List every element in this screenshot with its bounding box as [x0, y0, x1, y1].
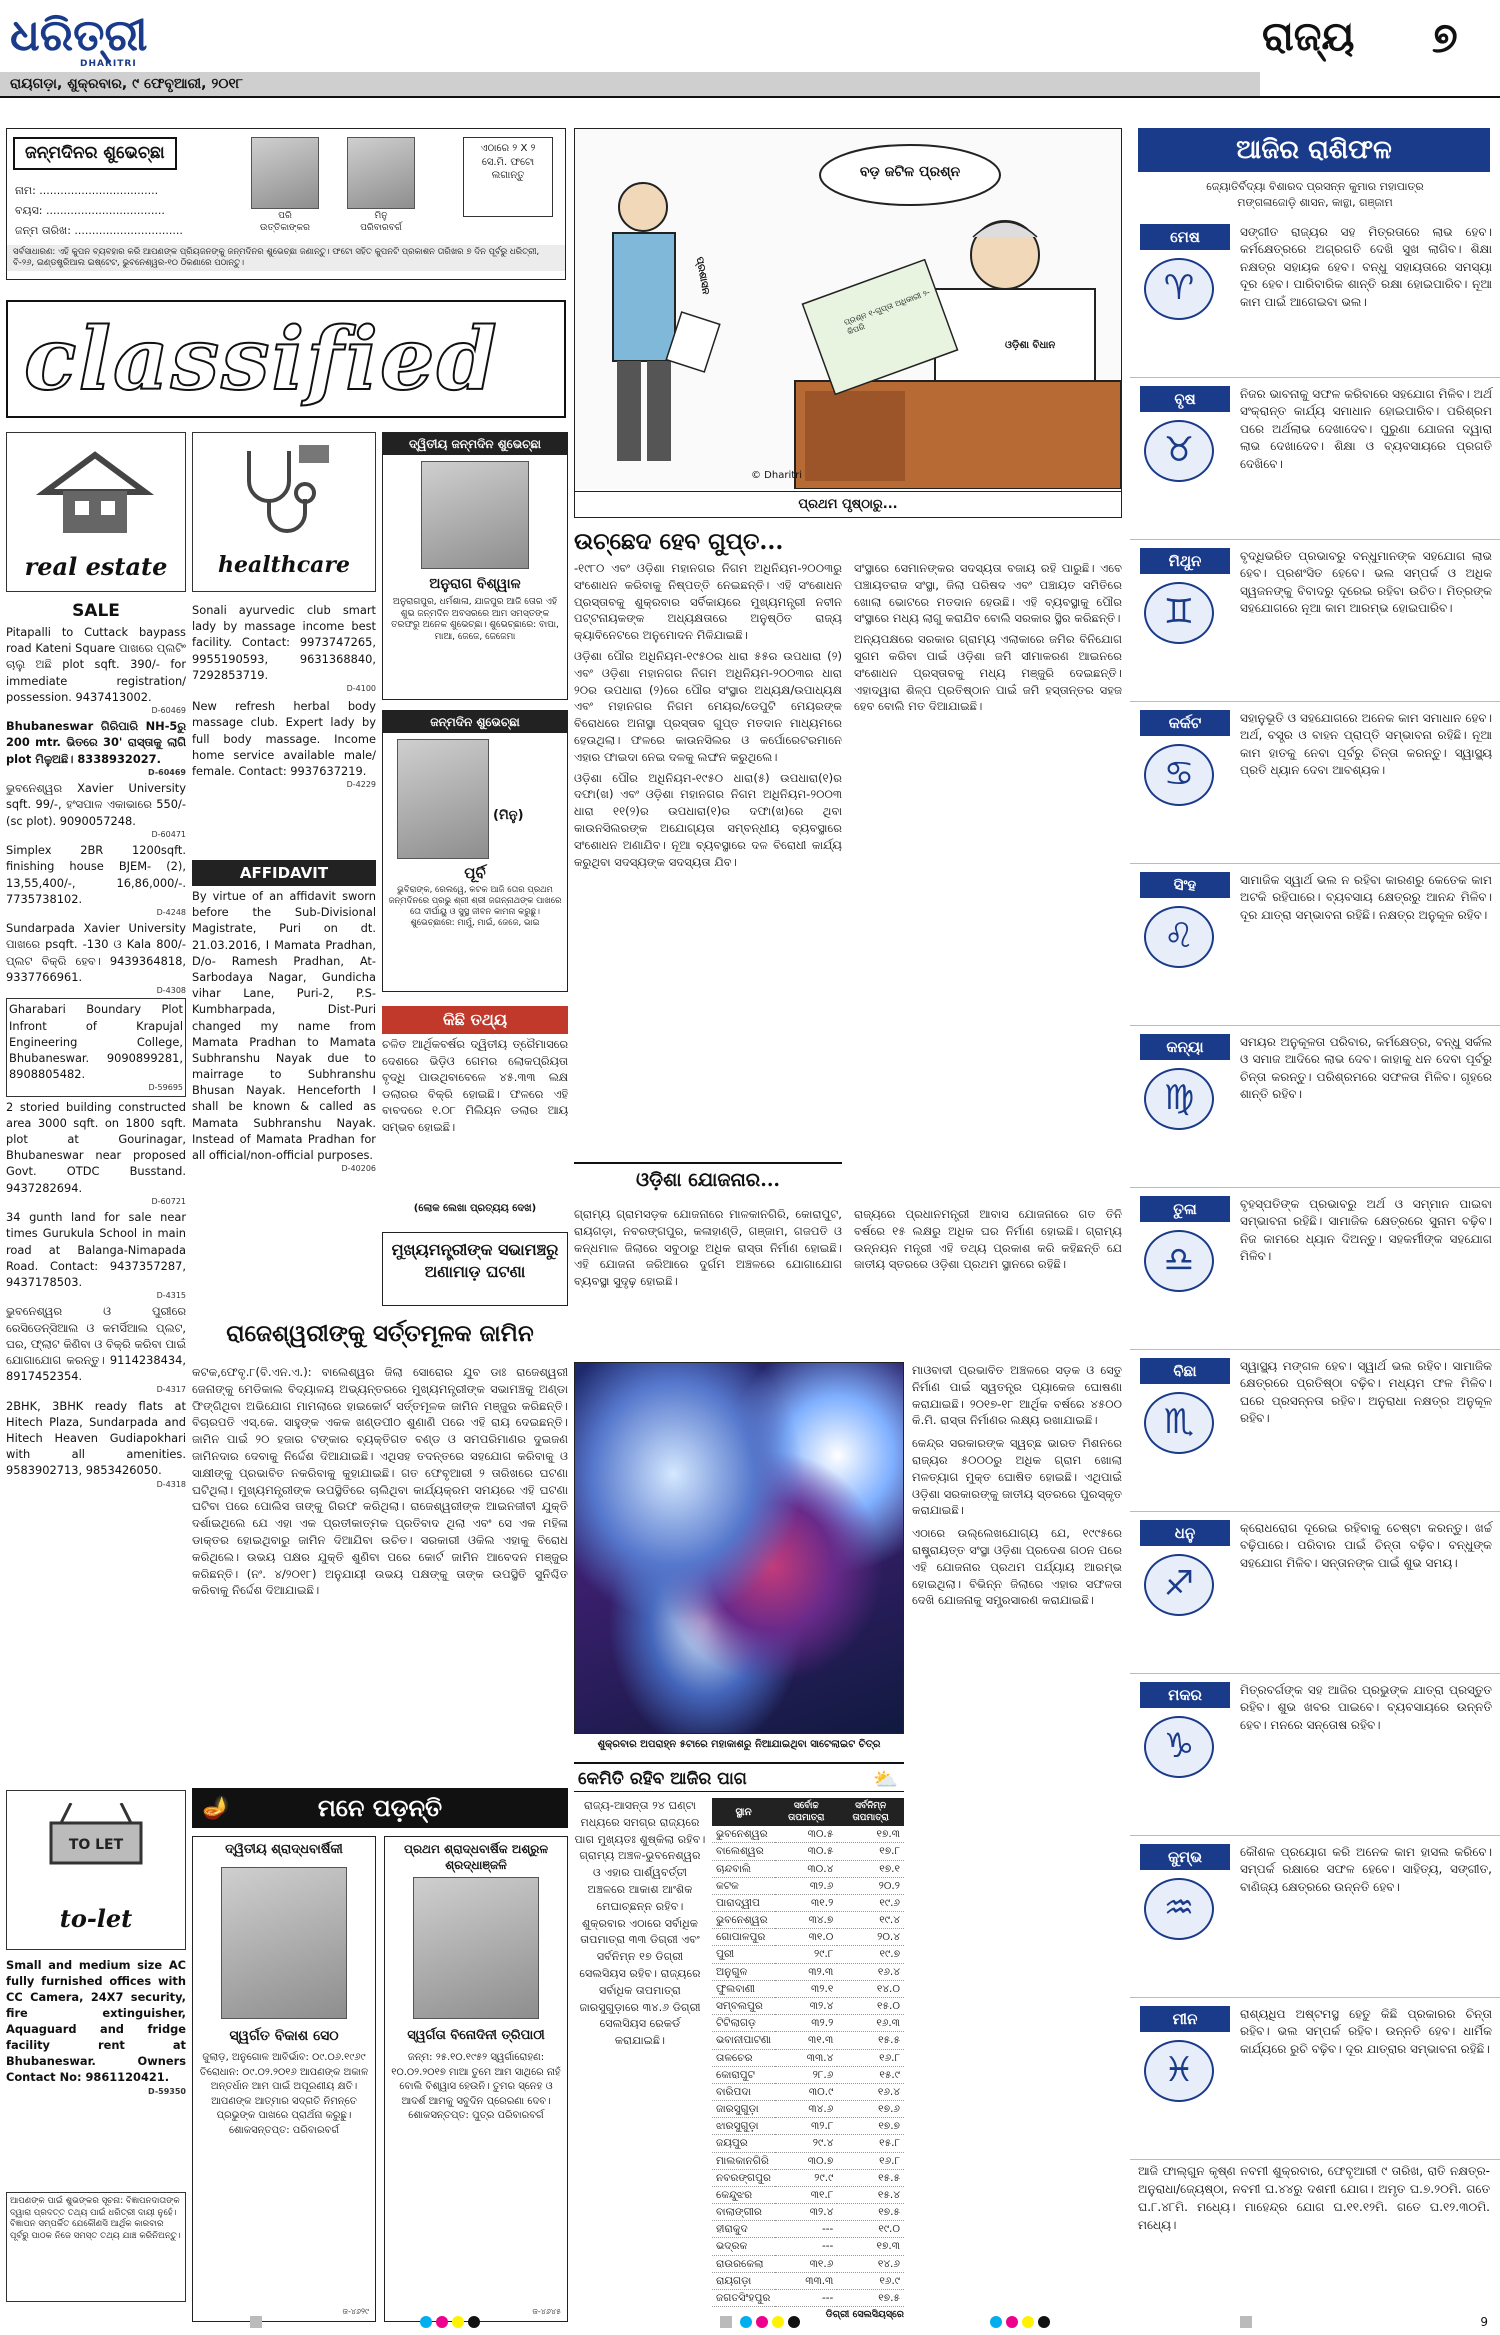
weather-row [712, 2255, 904, 2272]
weather-row [712, 2186, 904, 2203]
weather-row [712, 1826, 904, 1843]
classified-col-health [192, 432, 376, 1332]
gupta-col-1 [574, 560, 842, 870]
weather-min: ୧୬.୮ [837, 2049, 904, 2066]
weather-row [712, 2118, 904, 2135]
weather-city: ଭୁବନେଶ୍ୱର [712, 1912, 775, 1929]
weather-row [712, 2066, 904, 2083]
weather-city: କଟକ [712, 1877, 775, 1894]
weather-city: ରାୟଗଡ଼ା [712, 2272, 775, 2289]
rashi-name: ମୀନ [1140, 2006, 1230, 2032]
gupta-paragraph: ସଂସ୍ଥାରେ ସେମାନଙ୍କର ସଦସ୍ୟତା ବଜାୟ ରହି ପାରୁଛି। ଏବେ ପଞ୍ଚାୟତରାଜ ସଂସ୍ଥା, ଜିଲା ପରିଷଦ ଏବଂ ପଞ୍ଚାୟତ ସମିତିରେ ଖୋଲା ଭୋଟରେ ମତଦାନ ହେଉଛି। ଏହି ବ୍ୟବସ୍ଥାକୁ ପୌର ସଂସ୍ଥାରେ ମଧ୍ୟ ଲାଗୁ କରାଯିବ ବୋଲି ସରକାର ସ୍ଥିର କରିଛନ୍ତି। [854, 561, 1122, 626]
odisha-yojana-heading: ଓଡ଼ିଶା ଯୋଜନାର... [574, 1162, 842, 1194]
memorial-photo [221, 1867, 347, 2019]
photo-placeholder[interactable]: ଏଠାରେ ୨ X ୨ ସେ.ମି. ଫଟୋ ଲଗାନ୍ତୁ [463, 137, 553, 217]
weather-max: ୩୧.୩ [775, 2032, 837, 2049]
rashi-name: ମିଥୁନ [1140, 548, 1230, 574]
cartoon [574, 128, 1122, 518]
gupta-paragraph: ଓଡ଼ିଶା ପୌର ଅଧିନିୟମ-୧୯୫୦ର ଧାରା ୫୫ର ଉପଧାରା (୨) ଏବଂ ଓଡ଼ିଶା ମହାନଗର ନିଗମ ଅଧିନିୟମ-୨୦୦୩ର ଧାରା ୨୦ର ଉପଧାରା (୨)ରେ ପୌର ସଂସ୍ଥାର ଅଧ୍ୟକ୍ଷ/ଉପାଧ୍ୟକ୍ଷ ଏବଂ ମହାନଗର ନିଗମ ମେୟର/ଡେପୁଟି ମେୟରଙ୍କ ବିରୋଧରେ ଅନାସ୍ଥା ପ୍ରସ୍ତାବ ଗୁପ୍ତ ମତଦାନ ମାଧ୍ୟମରେ ହେଉଥିଲା। ଫଳରେ କାଉନସିଲର ଓ କର୍ପୋରେଟରମାନେ ଏହାର ଫାଇଦା ନେଇ ଦଳକୁ ଲଙ୍ଘନ କରୁଥିଲେ। [574, 648, 842, 764]
weather-row [712, 1894, 904, 1911]
memorial-card [384, 1836, 568, 2322]
cartoon-paper-text: ପ୍ରଶ୍ନ ୧-ଗୁପ୍ତା ଅଧିକାରୀ ୨-କିପରି [842, 287, 932, 337]
weather-city: ଭଦ୍ରକ [712, 2238, 775, 2255]
rashi-name: ମକର [1140, 1682, 1230, 1708]
healthcare-box [192, 432, 376, 592]
weather-city: କେନ୍ଦୁଝର [712, 2186, 775, 2203]
weather-min: ୧୭.୩ [837, 2238, 904, 2255]
rashi-name: ମେଷ [1140, 224, 1230, 250]
rashi-item [1130, 220, 1500, 378]
weather-min: ୧୯.୪ [837, 1912, 904, 1929]
child-photo [421, 461, 529, 569]
form-field-name[interactable]: ନାମ: .................................. [15, 184, 159, 197]
logo-text: ଧରିତ୍ରୀ [10, 10, 148, 61]
gupta-paragraph: ଓଡ଼ିଶା ପୌର ଅଧିନିୟମ-୧୯୫୦ ଧାରା(୫) ଉପଧାରା(୧)ର ଦଫା(ଖ) ଏବଂ ଓଡ଼ିଶା ମହାନଗର ନିଗମ ଅଧିନିୟମ-୨୦୦୩ ଧାରା ୧୧(୨)ର ଉପଧାରା(୧)ର ଦଫା(ଖ)ରେ ଥିବା କାଉନସିଲରଙ୍କ ଅଯୋଗ୍ୟତା ସମ୍ବନ୍ଧୀୟ ବ୍ୟବସ୍ଥାରେ ସଂଶୋଧନ ଅଣାଯିବ। ନୂଆ ବ୍ୟବସ୍ଥାରେ ଦଳ ବିରୋଧୀ କାର୍ଯ୍ୟ କରୁଥିବା ସଦସ୍ୟଙ୍କ ସଦସ୍ୟତା ଯିବ। [574, 770, 842, 869]
second-birthday-ad [382, 432, 568, 700]
cm-box [382, 1232, 568, 1306]
form-field-age[interactable]: ବୟସ: .................................. [15, 204, 165, 217]
cm-box-text: ମୁଖ୍ୟମନ୍ତ୍ରୀଙ୍କ ସଭାମଞ୍ଚରୁ ଅଣାମାଡ଼ ଘଟଣା [391, 1240, 559, 1281]
weather-row [712, 1877, 904, 1894]
logo-subtext: DHARITRI [80, 59, 137, 69]
sale-ad: Sundarpada Xavier University ପାଖରେ psqft. -130 ଓ Kala 800/- ପ୍ଲଟ ବିକ୍ରି ହେବ। 9439364818, 9337766961. D-4308 [6, 921, 186, 995]
weather-city: ଗୋପାଳପୁର [712, 1929, 775, 1946]
weather-unit-note: ଡିଗ୍ରୀ ସେଲସିୟସ୍‌ରେ [825, 2309, 904, 2321]
tolet-sign-icon [41, 1803, 151, 1883]
rajeshwari-headline: ରାଜେଶ୍ୱରୀଙ୍କୁ ସର୍ତ୍ତମୂଳକ ଜାମିନ [226, 1320, 534, 1347]
rashi-name: ବିଛା [1140, 1358, 1230, 1384]
diya-icon: 🪔 [202, 1796, 230, 1821]
weather-max: ୩୦.୪ [775, 1860, 837, 1877]
healthcare-label: healthcare [218, 552, 350, 578]
weather-max: ୩୩.୩ [775, 2272, 837, 2289]
rashi-name: ବୃଷ [1140, 386, 1230, 412]
first-birthday-name: ପୂର୍ବି [464, 864, 486, 882]
weather-city: ତାଳଚେର [712, 2049, 775, 2066]
memorial-code: ଜ-୪୬୨୯ [342, 2307, 369, 2316]
weather-min: ୧୭.୮ [837, 1843, 904, 1860]
birthday-form-fields [15, 181, 235, 241]
rashi-item [1130, 1840, 1500, 1998]
kichhi-tathya-text: ଚଳିତ ଆର୍ଥିକବର୍ଷର ଦ୍ୱିତୀୟ ତ୍ରୈମାସରେ ଦେଶରେ ଭିଡ଼ିଓ ଗେମର ଲୋକପ୍ରିୟତା ବୃଦ୍ଧି ପାଉଥିବାବେଳେ ୪୫.୩୩ ଲକ୍ଷ ଡଲାରର ବିକ୍ରି ହୋଇଛି। ଫଳରେ ଏହି ବାବଦରେ ୧.୦୮ ମିଲିୟନ ଡଲାର ଆୟ ସମ୍ଭବ ହୋଇଛି। [382, 1037, 568, 1134]
sample-caption-2: ମିନୁ ପରିବାରବର୍ଗ [360, 211, 402, 233]
rashi-prediction: ମିତ୍ରବର୍ଗଙ୍କ ସହ ଆଜିର ପ୍ରଭୁଙ୍କ ଯାତ୍ରା ପ୍ରସ୍ତୁତ ରହିବ। ଶୁଭ ଖବର ପାଇବେ। ବ୍ୟବସାୟରେ ଉନ୍ନତି ହେବ। ମନରେ ସନ୍ତୋଷ ରହିବ। [1240, 1683, 1492, 1732]
yojana-paragraph: ଏଠାରେ ଉଲ୍ଲେଖଯୋଗ୍ୟ ଯେ, ୧୯୯୫ରେ ରାଷ୍ଟ୍ରାୟତ୍ତ ସଂସ୍ଥା ଓଡ଼ିଶା ପ୍ରଦେଶ ଗଠନ ପରେ ଏହି ଯୋଜନାର ପ୍ରଥମ ପର୍ଯ୍ୟାୟ ଆରମ୍ଭ ହୋଇଥିଲା। ବିଭିନ୍ନ ଜିଲାରେ ଏହାର ସଫଳତା ଦେଖି ଯୋଜନାକୁ ସମ୍ପ୍ରସାରଣ କରାଯାଇଛି। [912, 1526, 1122, 1608]
rashi-prediction: ରାଶ୍ୟଧିପ ଅଷ୍ଟମସ୍ଥ ହେତୁ କିଛି ପ୍ରକାରର ଚିନ୍ତା ରହିବ। ଭଲ ସମ୍ପର୍କ ରହିବ। ଉନ୍ନତି ହେବ। ଧାର୍ମିକ କାର୍ଯ୍ୟରେ ରୁଚି ବଢ଼ିବ। ଦୂର ଯାତ୍ରାର ସମ୍ଭାବନା ରହିଛି। [1240, 2007, 1492, 2056]
weather-row [712, 1946, 904, 1963]
child-photo [397, 739, 489, 859]
weather-min: ୧୫.୯ [837, 2066, 904, 2083]
first-birthday-text: ଭୁବିରାଙ୍କ, ରେଲୱେ, କଟକ ଆଜି ତୋର ପ୍ରଥମ ଜନ୍ମଦିନରେ ପ୍ରଭୁ ଶ୍ରୀ ଶ୍ରୀ ଜଗନ୍ନାଥଙ୍କ ପାଖରେ ତୋ ଦୀର୍ଘାୟୁ ଓ ସୁସ୍ଥ ଜୀବନ କାମନା କରୁଛୁ। ଶୁଭେଚ୍ଛାରେ: ମାମୁଁ, ମାଇଁ, ଜେଜେ, ଭାଇ [388, 885, 562, 929]
kichhi-tathya-source: (ଲୋକ ଲେଖା ପ୍ରତ୍ୟୟ ଦେଖ) [413, 1203, 537, 1214]
kichhi-tathya-heading: କିଛି ତଥ୍ୟ [382, 1006, 568, 1034]
weather-city: ରାଉରକେଲା [712, 2255, 775, 2272]
yojana-paragraph: ମାଓବାଦୀ ପ୍ରଭାବିତ ଅଞ୍ଚଳରେ ସଡ଼କ ଓ ସେତୁ ନିର୍ମାଣ ପାଇଁ ସ୍ୱତନ୍ତ୍ର ପ୍ୟାକେଜ ଘୋଷଣା କରାଯାଇଛି। ୨୦୧୭-୧୮ ଆର୍ଥିକ ବର୍ଷରେ ୪୫୦୦ କି.ମି. ରାସ୍ତା ନିର୍ମାଣର ଲକ୍ଷ୍ୟ ରଖାଯାଇଛି। [912, 1363, 1122, 1428]
sample-photo-2 [347, 137, 415, 209]
rashi-item [1130, 2002, 1500, 2160]
weather-city: ମାଲକାନଗିରି [712, 2152, 775, 2169]
cartoon-credit: © Dharitri [751, 470, 803, 481]
rajeshwari-text: କଟକ,ଫେବୃ.୮(ବି.ଏନ.ଏ.): ବାଲେଶ୍ୱର ଜିଲା ସୋରୋର ଯୁବ ଡାଃ ରାଜେଶ୍ୱରୀ ଜେନାଙ୍କୁ ମେଡିକାଲ ବିଦ୍ୟାଳୟ ଅଭ୍ୟନ୍ତରରେ ମୁଖ୍ୟମନ୍ତ୍ରୀଙ୍କ ସଭାମଞ୍ଚକୁ ଅଣ୍ଡା ଫିଙ୍ଗିଥିବା ଅଭିଯୋଗ ମାମଲାରେ ହାଇକୋର୍ଟ ସର୍ତ୍ତମୂଳକ ଜାମିନ ମଞ୍ଜୁର କରିଛନ୍ତି। ବିଚାରପତି ଏସ୍.କେ. ସାହୁଙ୍କ ଏକକ ଖଣ୍ଡପୀଠ ଶୁଣାଣି ପରେ ଏହି ରାୟ ଦେଇଛନ୍ତି। ଜାମିନ ପାଇଁ ୨୦ ହଜାର ଟଙ୍କାର ବ୍ୟକ୍ତିଗତ ବଣ୍ଡ ଓ ସମପରିମାଣର ଦୁଇଜଣ ଜାମିନଦାର ଦେବାକୁ ନିର୍ଦ୍ଦେଶ ଦିଆଯାଇଛି। ଏଥିସହ ତଦନ୍ତରେ ସହଯୋଗ କରିବାକୁ ଓ ସାକ୍ଷୀଙ୍କୁ ପ୍ରଭାବିତ ନକରିବାକୁ କୁହାଯାଇଛି। ଗତ ଫେବୃଆରୀ ୨ ତାରିଖରେ ଘଟଣା ଘଟିଥିଲା। ମୁଖ୍ୟମନ୍ତ୍ରୀଙ୍କ ଉପସ୍ଥିତିରେ ଚାଲିଥିବା କାର୍ଯ୍ୟକ୍ରମ ସମୟରେ ଏହି ଘଟଣା ଘଟିବା ପରେ ପୋଲିସ ତାଙ୍କୁ ଗିରଫ କରିଥିଲା। ରାଜେଶ୍ୱରୀଙ୍କ ଆଇନଜୀବୀ ଯୁକ୍ତି ଦର୍ଶାଇଥିଲେ ଯେ ଏହା ଏକ ପ୍ରତୀକାତ୍ମକ ପ୍ରତିବାଦ ଥିଲା ଏବଂ ସେ ଏକ ମହିଳା ଡାକ୍ତର ହୋଇଥିବାରୁ ଜାମିନ ଦିଆଯିବା ଉଚିତ। ସରକାରୀ ଓକିଲ ଏହାକୁ ବିରୋଧ କରିଥିଲେ। ଉଭୟ ପକ୍ଷର ଯୁକ୍ତି ଶୁଣିବା ପରେ କୋର୍ଟ ଜାମିନ ଆବେଦନ ମଞ୍ଜୁର କରିଛନ୍ତି। (ନଂ. ୪/୨୦୧୮) ଅନୁଯାୟୀ ଉଭୟ ପକ୍ଷଙ୍କୁ ତାଙ୍କ ଉପସ୍ଥିତି ସୁନିଶ୍ଚିତ କରିବାକୁ ନିର୍ଦ୍ଦେଶ ଦିଆଯାଇଛି। [192, 1365, 568, 1598]
zodiac-icon: ♋ [1144, 744, 1214, 806]
satellite-caption: ଶୁକ୍ରବାର ଅପରାହ୍ନ ୫ଟାରେ ମହାକାଶରୁ ନିଆଯାଇଥିବା ସାଟେଲାଇଟ ଚିତ୍ର [597, 1739, 881, 1750]
weather-city: ଫୁଲବାଣୀ [712, 1980, 775, 1997]
weather-min: ୧୪.୦ [837, 1980, 904, 1997]
weather-max: ୨୯.୮ [775, 1946, 837, 1963]
rashi-item [1130, 706, 1500, 864]
second-birthday-title: ଦ୍ୱିତୀୟ ଜନ୍ମଦିନ ଶୁଭେଚ୍ଛା [383, 433, 567, 455]
rashi-name: କୁମ୍ଭ [1140, 1844, 1230, 1870]
yojana-paragraph: ରାଜ୍ୟରେ ପ୍ରଧାନମନ୍ତ୍ରୀ ଆବାସ ଯୋଜନାରେ ଗତ ତିନି ବର୍ଷରେ ୧୫ ଲକ୍ଷରୁ ଅଧିକ ଘର ନିର୍ମାଣ ହୋଇଛି। ଗ୍ରାମ୍ୟ ଉନ୍ନୟନ ମନ୍ତ୍ରୀ ଏହି ତଥ୍ୟ ପ୍ରକାଶ କରି କହିଛନ୍ତି ଯେ ଜାତୀୟ ସ୍ତରରେ ଓଡ଼ିଶା ପ୍ରଥମ ସ୍ଥାନରେ ରହିଛି। [854, 1207, 1122, 1272]
classified-title: classified [24, 309, 499, 410]
sale-ad: 34 gunth land for sale near times Gurukula School in main road at Balanga-Nimapada Road. Contact: 9437357287, 9437178503. D-4315 [6, 1210, 186, 1301]
affidavit-text: By virtue of an affidavit sworn before the Sub-Divisional Magistrate, Puri on dt. 21.03.2016, I Mamata Pradhan, D/o- Ramesh Pradhan, At-Sarbodaya Nagar, Gundicha vihar Lane, Puri-2, P.S-Kumbharpada, Dist-Puri changed my name from Mamata Pradhan to Mamata Subhranshu Nayak due to mairrage to Subhranshu Bhusan Nayak. Henceforth I shall be known & called as Mamata Subhranshu Nayak. Instead of Mamata Pradhan for all official/non-official purposes. D-40206 [192, 889, 376, 1174]
cartoon-bubble-text: ବଡ଼ ଜଟିଳ ପ୍ରଶ୍ନ [859, 164, 961, 180]
rashi-prediction: ସହାନୁଭୂତି ଓ ସହଯୋଗରେ ଅନେକ କାମ ସମାଧାନ ହେବ। ଅର୍ଥ, ବସ୍ତ୍ର ଓ ବାହନ ପ୍ରାପ୍ତି ସମ୍ଭାବନା ରହିଛି। ନୂଆ କାମ ହାତକୁ ନେବା ପୂର୍ବରୁ ଚିନ୍ତା କରନ୍ତୁ। ସ୍ୱାସ୍ଥ୍ୟ ପ୍ରତି ଧ୍ୟାନ ଦେବା ଆବଶ୍ୟକ। [1240, 711, 1492, 778]
weather-max: ୩୨.୧ [775, 1980, 837, 1997]
weather-min: ୨୦.୪ [837, 1929, 904, 1946]
sale-ads-list [6, 624, 186, 1492]
weather-heading [574, 1762, 904, 1792]
health-ads-list [192, 602, 376, 795]
weather-row [712, 2221, 904, 2238]
weather-min: ୧୫.୫ [837, 2169, 904, 2186]
weather-min: ୧୫.୪ [837, 2186, 904, 2203]
house-icon [35, 447, 155, 537]
weather-city: ବାରିପଦା [712, 2083, 775, 2100]
weather-table-wrap [712, 1798, 904, 2322]
sale-ad: Gharabari Boundary Plot Infront of Krapujal Engineering College, Bhubaneswar. 9090899281, 8908805482. D-59695 [6, 998, 186, 1096]
second-birthday-text: ଅନୁରାଗପୁର, ଧର୍ମଶାଳା, ଯାଜପୁର ଆଜି ତୋର ଏହି ଶୁଭ ଜନ୍ମଦିନ ଅବସରରେ ଆମ ସମସ୍ତଙ୍କ ତରଫରୁ ଅନେକ ଶୁଭେଚ୍ଛା। ଶୁଭେଚ୍ଛାରେ: ବାପା, ମାଆ, ଜେଜେ, ଜେଜେମା [391, 597, 559, 643]
yojana-paragraph: ଗ୍ରାମ୍ୟ ଗ୍ରାମସଡ଼କ ଯୋଜନାରେ ମାଳକାନଗିରି, କୋରାପୁଟ, ରାୟଗଡ଼ା, ନବରଙ୍ଗପୁର, କଳାହାଣ୍ଡି, ଗଞ୍ଜାମ, ଗଜପତି ଓ କନ୍ଧମାଳ ଜିଲାରେ ସବୁଠାରୁ ଅଧିକ ରାସ୍ତା ନିର୍ମାଣ ହୋଇଛି। ଏହି ଯୋଜନା ଜରିଆରେ ଦୁର୍ଗମ ଅଞ୍ଚଳରେ ଯୋଗାଯୋଗ ବ୍ୟବସ୍ଥା ସୁଦୃଢ଼ ହୋଇଛି। [574, 1207, 842, 1289]
gupta-col-2 [854, 560, 1122, 715]
masthead [0, 0, 1500, 100]
section-title [1262, 10, 1492, 70]
weather-row [712, 2049, 904, 2066]
rashi-prediction: ସମୟର ଅନୁକୂଳତା ପରିବାର, କର୍ମକ୍ଷେତ୍ର, ବନ୍ଧୁ ସର୍କଲ ଓ ସମାଜ ଆଦିରେ ଲାଭ ଦେବ। କାହାକୁ ଧନ ଦେବା ପୂର୍ବରୁ ଚିନ୍ତା କରନ୍ତୁ। ପରିଶ୍ରମରେ ସଫଳତା ମିଳିବ। ଗୃହରେ ଶାନ୍ତି ରହିବ। [1240, 1035, 1492, 1102]
weather-row [712, 1860, 904, 1877]
sale-ad: Simplex 2BR 1200sqft. finishing house BJEM- (2), 13,55,400/-, 16,86,000/-. 7735738102. D-4248 [6, 843, 186, 917]
weather-min: ୧୭.୫ [837, 2289, 904, 2306]
sale-ad: Pitapalli to Cuttack baypass road Kateni Square ପାଖରେ ପ୍ଲଟିଂ ଚାଲୁ ଅଛି plot sqft. 390/- for immediate registration/ possession. 9437413002. D-60469 [6, 625, 186, 715]
weather-max: ୩୨.୬ [775, 1877, 837, 1894]
weather-min: ୧୭.୭ [837, 2118, 904, 2135]
cartoon-caption: ପ୍ରଥମ ପୃଷ୍ଠାରୁ... [575, 491, 1121, 517]
rashi-item [1130, 1354, 1500, 1512]
rashi-item [1130, 868, 1500, 1026]
weather-min: ୧୭.୧ [837, 1860, 904, 1877]
weather-max: ୩୨.୪ [775, 2204, 837, 2221]
zodiac-icon: ♓ [1144, 2040, 1214, 2102]
mane-padanti-title: ମନେ ପଡ଼ନ୍ତି [317, 1794, 443, 1822]
weather-min: ୧୫.୮ [837, 2135, 904, 2152]
weather-row [712, 2238, 904, 2255]
cartoon-illustration [575, 129, 1121, 489]
weather-city: ପୁରୀ [712, 1946, 775, 1963]
tolet-ad: Small and medium size AC fully furnished offices with CC Camera, 24X7 security, fire extinguisher, Aquaguard and fridge facility rent at Bhubaneswar. Owners Contact No: 9861120421. D-59350 [6, 1958, 186, 2096]
rashi-prediction: ନିଜର ଭାବନାକୁ ସଫଳ କରିବାରେ ସହଯୋଗ ମିଳିବ। ଅର୍ଥ ସଂକ୍ରାନ୍ତ କାର୍ଯ୍ୟ ସମାଧାନ ହୋଇପାରିବ। ପରିଶ୍ରମ ପରେ ଅର୍ଥଲାଭ ଦେଖାଦେବ। ପୁରୁଣା ଯୋଜନା ଦ୍ୱାରା ଲାଭ ଦେଖାଦେବ। ଶିକ୍ଷା ଓ ବ୍ୟବସାୟରେ ପ୍ରଗତି ଦେଖିବେ। [1240, 387, 1492, 471]
memorial-card-title: ଦ୍ୱିତୀୟ ଶ୍ରାଦ୍ଧବାର୍ଷିକୀ [225, 1842, 343, 1857]
weather-min: ୧୭.୩ [837, 1826, 904, 1843]
birthday-ads-col [382, 432, 568, 992]
weather-city: ଟିଟିଲାଗଡ଼ [712, 2015, 775, 2032]
sale-ad: 2 storied building constructed area 3000 sqft. on 1800 sqft. plot at Gourinagar, Bhubaneswar near proposed Govt. OTDC Busstand. 9437282694. D-60721 [6, 1099, 186, 1206]
yojana-paragraph: କେନ୍ଦ୍ର ସରକାରଙ୍କ ସ୍ୱଚ୍ଛ ଭାରତ ମିଶନରେ ରାଜ୍ୟର ୫୦୦୦ରୁ ଅଧିକ ଗ୍ରାମ ଖୋଲା ମଳତ୍ୟାଗ ମୁକ୍ତ ଘୋଷିତ ହୋଇଛି। ଏଥିପାଇଁ ଓଡ଼ିଶା ସରକାରଙ୍କୁ ଜାତୀୟ ସ୍ତରରେ ପୁରସ୍କୃତ କରାଯାଇଛି। [912, 1436, 1122, 1518]
weather-row [712, 2204, 904, 2221]
form-field-dob[interactable]: ଜନ୍ମ ତାରିଖ: ............................... [15, 224, 183, 237]
weather-row [712, 2152, 904, 2169]
rashi-prediction: ସ୍ୱାସ୍ଥ୍ୟ ମଙ୍ଗଳ ହେବ। ସ୍ୱାର୍ଥ ଭଲ ରହିବ। ସାମାଜିକ କ୍ଷେତ୍ରରେ ପ୍ରତିଷ୍ଠା ବଢ଼ିବ। ମଧ୍ୟମ ଫଳ ମିଳିବ। ଘରେ ପ୍ରସନ୍ନତା ରହିବ। ଅନୁରାଧା ନକ୍ଷତ୍ର ଅନୁକୂଳ ରହିବ। [1240, 1359, 1492, 1426]
weather-intro: ରାଜ୍ୟ-ଆସନ୍ତା ୨୪ ଘଣ୍ଟା ମଧ୍ୟରେ ସମଗ୍ର ରାଜ୍ୟରେ ପାଗ ମୁଖ୍ୟତଃ ଶୁଷ୍କିଲା ରହିବ। ଗ୍ରାମ୍ୟ ଅଞ୍ଚଳ-ଭୁବନେଶ୍ୱର ଓ ଏହାର ପାର୍ଶ୍ୱବର୍ତ୍ତୀ ଅଞ୍ଚଳରେ ଆକାଶ ଆଂଶିକ ମେଘାଚ୍ଛନ୍ନ ରହିବ। ଶୁକ୍ରବାର ଏଠାରେ ସର୍ବାଧିକ ତାପମାତ୍ରା ୩୩ ଡିଗ୍ରୀ ଏବଂ ସର୍ବନିମ୍ନ ୧୭ ଡିଗ୍ରୀ ସେଲସିୟସ ରହିବ। ରାଜ୍ୟରେ ସର୍ବାଧିକ ତାପମାତ୍ରା ଜାରସୁଗୁଡ଼ାରେ ୩୪.୬ ଡିଗ୍ରୀ ସେଲସିୟସ ରେକର୍ଡ କରାଯାଇଛି। [574, 1799, 706, 2048]
yojana-text [574, 1206, 1122, 1356]
weather-row [712, 1963, 904, 1980]
weather-row [712, 2289, 904, 2306]
weather-col-header: ସର୍ବୋଚ୍ଚ ତାପମାତ୍ରା [775, 1798, 837, 1826]
section-name: ରାଜ୍ୟ [1262, 13, 1355, 60]
second-birthday-name: ଅନୁରାଗ ବିଶ୍ୱାଳ [429, 576, 521, 592]
weather-city: ନବରଙ୍ଗପୁର [712, 2169, 775, 2186]
weather-city: ପାରାଦ୍ୱୀପ [712, 1894, 775, 1911]
weather-row [712, 1998, 904, 2015]
rashi-prediction: ବୃଦ୍ଧିଭରିତ ପ୍ରଭାବରୁ ବନ୍ଧୁମାନଙ୍କ ସହଯୋଗ ଲାଭ ହେବ। ପ୍ରଶଂସିତ ହେବେ। ଭଲ ସମ୍ପର୍କ ଓ ଅଧିକ ସ୍ୱଜନଙ୍କୁ ବିବାଦରୁ ଦୂରେଇ ରହିବା ଉଚିତ। ମିତ୍ରଙ୍କ ସହଯୋଗରେ ନୂଆ କାମ ଆରମ୍ଭ ହୋଇପାରିବ। [1240, 549, 1492, 616]
weather-max: ୩୩.୪ [775, 2049, 837, 2066]
weather-min: ୧୬.୯ [837, 2272, 904, 2289]
weather-section [574, 1762, 904, 2321]
weather-city: ବାଲେଶ୍ୱର [712, 1843, 775, 1860]
weather-city: ହୀରାକୁଦ [712, 2221, 775, 2238]
weather-city: ଜାରସୁଗୁଡ଼ା [712, 2101, 775, 2118]
weather-max: --- [775, 2289, 837, 2306]
weather-city: ଚାନ୍ଦବାଲି [712, 1860, 775, 1877]
zodiac-icon: ♑ [1144, 1716, 1214, 1778]
birthday-form-title: ଜନ୍ମଦିନର ଶୁଭେଚ୍ଛା [13, 137, 177, 170]
sun-cloud-icon: ⛅ [873, 1767, 898, 1791]
kichhi-tathya [382, 1006, 568, 1224]
weather-row [712, 2272, 904, 2289]
weather-city: ଜଗତସିଂହପୁର [712, 2289, 775, 2306]
birthday-form-note: ସର୍ବସାଧାରଣ: ଏହି କୁପନ ବ୍ୟବହାର କରି ଆପଣଙ୍କ ପ୍ରିୟଜନଙ୍କୁ ଜନ୍ମଦିନର ଶୁଭେଚ୍ଛା ଜଣାନ୍ତୁ। ଫଟୋ ସହିତ କୁପନଟି ପ୍ରକାଶନ ତାରିଖର ୭ ଦିନ ପୂର୍ବରୁ ଧରିତ୍ରୀ, ବି-୨୬, ଇଣ୍ଡଷ୍ଟ୍ରିଆଲ ଇଷ୍ଟେଟ, ଭୁବନେଶ୍ୱର-୧୦ ଠିକଣାରେ ପଠାନ୍ତୁ। [7, 245, 565, 271]
rashi-prediction: ସଙ୍ଗୀତ ରାଜ୍ୟର ସହ ମିତ୍ରତାରେ ଲାଭ ହେବ। କର୍ମକ୍ଷେତ୍ରରେ ଅଗ୍ରଗତି ଦେଖି ସୁଖ ଲାଗିବ। ଶିକ୍ଷା ନକ୍ଷତ୍ର ସହାୟକ ହେବ। ବନ୍ଧୁ ସହାୟତାରେ ସମସ୍ୟା ଦୂର ହେବ। ପାରିବାରିକ ଶାନ୍ତି ରକ୍ଷା ହୋଇପାରିବ। ନୂଆ କାମ ପାଇଁ ଆଗେଇବା ଭଲ। [1240, 225, 1492, 309]
rashiphala-astrologer: ଜ୍ୟୋତିର୍ବିଦ୍ୟା ବିଶାରଦ ପ୍ରସନ୍ନ କୁମାର ମହାପାତ୍ର [1206, 180, 1424, 193]
yojana-side-col [912, 1362, 1122, 2322]
weather-min: ୧୯.୬ [837, 1894, 904, 1911]
memorial-photo [413, 1877, 539, 2019]
page-number: ୭ [1432, 13, 1458, 62]
classified-banner [6, 300, 566, 418]
sample-photo-1 [251, 137, 319, 209]
memorial-text: ଜୁଲାଡ଼, ଅନୁଗୋଳ ଆବିର୍ଭାବ: ୦୯.୦୬.୧୯୬୯ ତିରୋଧାନ: ୦୯.୦୨.୨୦୧୬ ଆପଣଙ୍କ ଅକାଳ ଅନ୍ତର୍ଧାନ ଆମ ପାଇଁ ଅପୂରଣୀୟ କ୍ଷତି। ଆପଣଙ୍କ ଆତ୍ମାର ସଦ୍‌ଗତି ନିମନ୍ତେ ପ୍ରଭୁଙ୍କ ପାଖରେ ପ୍ରାର୍ଥନା କରୁଛୁ। ଶୋକସନ୍ତପ୍ତ: ପରିବାରବର୍ଗ [199, 2052, 369, 2136]
weather-max: ୨୯.୪ [775, 2135, 837, 2152]
weather-row [712, 2169, 904, 2186]
weather-min: ୧୭.୫ [837, 2204, 904, 2221]
weather-min: ୧୫.୫ [837, 2032, 904, 2049]
rashi-name: କନ୍ୟା [1140, 1034, 1230, 1060]
weather-row [712, 1843, 904, 1860]
rashiphala-heading: ଆଜିର ରାଶିଫଳ [1138, 128, 1490, 172]
weather-row [712, 2032, 904, 2049]
memorial-card-title: ପ୍ରଥମ ଶ୍ରାଦ୍ଧବାର୍ଷିକ ଅଶ୍ରୁଳ ଶ୍ରଦ୍ଧାଞ୍ଜଳି [403, 1842, 549, 1873]
weather-col-header: ସ୍ଥାନ [712, 1798, 775, 1826]
weather-city: ଜୟପୁର [712, 2135, 775, 2152]
zodiac-icon: ♎ [1144, 1230, 1214, 1292]
weather-row [712, 2135, 904, 2152]
weather-table [712, 1798, 904, 2307]
first-birthday-nick: (ମିନୁ) [493, 808, 524, 823]
weather-max: --- [775, 2221, 837, 2238]
weather-min: ୨୦.୨ [837, 1877, 904, 1894]
tolet-label: to-let [59, 1904, 133, 1933]
sample-caption-1: ପରି ଉତ୍ତିକାଙ୍କର [260, 211, 310, 233]
weather-min: ୧୬.୮ [837, 2152, 904, 2169]
mane-padanti-banner [192, 1788, 568, 1828]
weather-min: ୧୭.୬ [837, 2101, 904, 2118]
weather-min: ୧୯.୦ [837, 2221, 904, 2238]
weather-min: ୧୪.୬ [837, 2255, 904, 2272]
weather-max: ୨୯.୯ [775, 2169, 837, 2186]
masthead-rule [0, 96, 1500, 98]
masthead-logo [10, 6, 250, 69]
dateline: ରାୟଗଡ଼ା, ଶୁକ୍ରବାର, ୯ ଫେବୃଆରୀ, ୨୦୧୮ [10, 76, 244, 92]
rashi-prediction: କ୍ରୋଧରୋଗ ଦୂରେଇ ରହିବାକୁ ଚେଷ୍ଟା କରନ୍ତୁ। ଖର୍ଚ୍ଚ ବଢ଼ିପାରେ। ପରିବାର ପାଇଁ ଚିନ୍ତା ବଢ଼ିବ। ବନ୍ଧୁଙ୍କ ସହଯୋଗ ମିଳିବ। ସନ୍ତାନଙ୍କ ପାଇଁ ଶୁଭ ସମୟ। [1240, 1521, 1492, 1570]
zodiac-icon: ♏ [1144, 1392, 1214, 1454]
health-ad: New refresh herbal body massage club. Expert lady by full body massage. Income home service available male/ female. Contact: 9937637219. D-4229 [192, 699, 376, 790]
page-footer [0, 2312, 1500, 2335]
weather-title: କେମିତି ରହିବ ଆଜିର ପାଗ [578, 1769, 747, 1789]
sale-ad: Bhubaneswar ଗିରିପାରି NH-5ରୁ 200 mtr. ଭିତରେ 30' ରାସ୍ତାକୁ ଲାଗି plot ମିଳୁଅଛି। 8338932027. D-60469 [6, 719, 186, 777]
memorial-card [192, 1836, 376, 2322]
weather-min: ୧୬.୪ [837, 1963, 904, 1980]
weather-max: ୩୦.୯ [775, 2083, 837, 2100]
cartoon-label-desk: ଓଡ଼ିଶା ବିଧାନ [1005, 340, 1056, 351]
weather-city: କୋରାପୁଟ [712, 2066, 775, 2083]
zodiac-icon: ♐ [1144, 1554, 1214, 1616]
gupta-paragraph: -୧୯୮୦ ଏବଂ ଓଡ଼ିଶା ମହାନଗର ନିଗମ ଅଧିନିୟମ-୨୦୦୩ରୁ ସଂଶୋଧନ କରିବାକୁ ନିଷ୍ପତ୍ତି ନେଇଛନ୍ତି। ଏହି ସଂଶୋଧନ ପ୍ରସ୍ତାବକୁ ଶୁକ୍ରବାର ସର୍ବିକାୟରେ ମୁଖ୍ୟମନ୍ତ୍ରୀ ନବୀନ ପଟ୍ଟନାୟକଙ୍କ ଅଧ୍ୟକ୍ଷତାରେ ଅନୁଷ୍ଠିତ ରାଜ୍ୟ କ୍ୟାବିନେଟରେ ଅନୁମୋଦନ ମିଳିଯାଇଛି। [574, 561, 842, 643]
cartoon-label-man: ପ୍ରଶାସନ [693, 255, 712, 296]
weather-city: ଝାରସୁଗୁଡ଼ା [712, 2118, 775, 2135]
weather-max: ୩୨.୩ [775, 1963, 837, 1980]
realestate-box [6, 432, 186, 592]
rashiphala-address: ମଙ୍ଗଳାଜୋଡ଼ି ଶାସନ, କାନ୍ଥା, ଗଞ୍ଜାମ [1237, 196, 1393, 209]
sale-ad: 2BHK, 3BHK ready flats at Hitech Plaza, Sundarpada and Hitech Heaven Gudiapokhari with all amenities. 9583902713, 9853426050. D-4318 [6, 1398, 186, 1489]
classified-col-realestate [6, 432, 186, 2192]
sale-heading: SALE [72, 601, 120, 621]
weather-max: ୩୧.୮ [775, 2186, 837, 2203]
rashi-name: ଧନୁ [1140, 1520, 1230, 1546]
zodiac-icon: ♊ [1144, 582, 1214, 644]
stethoscope-icon [229, 441, 339, 536]
weather-row [712, 2015, 904, 2032]
rashi-name: ତୁଳା [1140, 1196, 1230, 1222]
weather-max: ୩୧.୦ [775, 1929, 837, 1946]
first-birthday-ad [382, 710, 568, 992]
zodiac-icon: ♈ [1144, 258, 1214, 320]
weather-max: ୩୨.୪ [775, 1998, 837, 2015]
rashi-prediction: ବୃହସ୍ପତିଙ୍କ ପ୍ରଭାବରୁ ଅର୍ଥ ଓ ସମ୍ମାନ ପାଇବା ସମ୍ଭାବନା ରହିଛି। ସାମାଜିକ କ୍ଷେତ୍ରରେ ସୁନାମ ବଢ଼ିବ। ନିଜ କାମରେ ଧ୍ୟାନ ଦିଅନ୍ତୁ। ସହକର୍ମୀଙ୍କ ସହଯୋଗ ମିଳିବ। [1240, 1197, 1492, 1264]
rashiphala [1130, 128, 1500, 2318]
rashi-name: କର୍କଟ [1140, 710, 1230, 736]
realestate-label: real estate [24, 552, 168, 581]
weather-min: ୧୯.୭ [837, 1946, 904, 1963]
birthday-form [6, 128, 566, 280]
rashi-item [1130, 382, 1500, 540]
memorial-name: ସ୍ୱର୍ଗତ ବିକାଶ ସେଠ [229, 2028, 339, 2044]
weather-max: ୨୮.୬ [775, 2066, 837, 2083]
weather-city: ବାଲାଙ୍ଗୀର [712, 2204, 775, 2221]
weather-max: ୩୧.୬ [775, 2255, 837, 2272]
tolet-box [6, 1790, 186, 1950]
weather-min: ୧୫.୦ [837, 1998, 904, 2015]
weather-min: ୧୬.୪ [837, 2083, 904, 2100]
weather-max: ୩୧.୨ [775, 1894, 837, 1911]
weather-city: ଅନୁଗୁଳ [712, 1963, 775, 1980]
gupta-paragraph: ଅନ୍ୟପକ୍ଷରେ ସରକାର ଗ୍ରାମ୍ୟ ଏଲାକାରେ ଜମିର ବିନିଯୋଗ ସୁଗମ କରିବା ପାଇଁ ଓଡ଼ିଶା ଜମି ସୀମାକରଣ ଆଇନରେ ସଂଶୋଧନ ପ୍ରସ୍ତାବକୁ ମଧ୍ୟ ମଞ୍ଜୁରି ଦେଇଛନ୍ତି। ଏହାଦ୍ୱାରା ଶିଳ୍ପ ପ୍ରତିଷ୍ଠାନ ପାଇଁ ଜମି ହସ୍ତାନ୍ତର ସହଜ ହେବ ବୋଲି ମତ ଦିଆଯାଇଛି। [854, 632, 1122, 714]
weather-max: --- [775, 2238, 837, 2255]
rashi-item [1130, 1516, 1500, 1674]
mane-padanti [192, 1788, 568, 2328]
svg-text:TO LET: TO LET [68, 1837, 124, 1853]
weather-max: ୩୦.୫ [775, 1843, 837, 1860]
zodiac-icon: ♍ [1144, 1068, 1214, 1130]
rashi-item [1130, 1678, 1500, 1836]
weather-row [712, 2083, 904, 2100]
weather-row [712, 1929, 904, 1946]
rashiphala-footer: ଆଜି ଫାଲ୍‌ଗୁନ କୃଷ୍ଣ ନବମୀ ଶୁକ୍ରବାର, ଫେବୃଆରୀ ୯ ତାରିଖ, ରାତି ନକ୍ଷତ୍ର-ଅନୁରାଧା/ଜ୍ୟେଷ୍ଠା, ନବମୀ ଘ.୪୪ରୁ ଦଶମୀ ଯୋଗ। ଅମୃତ ଘ.୭.୨୦ମି. ଗତେ ଘ.୮.୪୮ମି. ମଧ୍ୟେ। ମାହେନ୍ଦ୍ର ଯୋଗ ଘ.୧୧.୧୨ମି. ଗତେ ଘ.୧୨.୩୦ମି. ମଧ୍ୟେ। [1138, 2164, 1490, 2232]
weather-min: ୧୬.୩ [837, 2015, 904, 2032]
zodiac-icon: ♒ [1144, 1878, 1214, 1940]
rashi-prediction: କୌଶଳ ପ୍ରୟୋଗ କରି ଅନେକ କାମ ହାସଲ କରିବେ। ସମ୍ପର୍କ ରକ୍ଷାରେ ସଫଳ ହେବେ। ସାହିତ୍ୟ, ସଙ୍ଗୀତ, ବାଣିଜ୍ୟ କ୍ଷେତ୍ରରେ ଉନ୍ନତି ହେବ। [1240, 1845, 1492, 1894]
weather-max: ୩୦.୭ [775, 2152, 837, 2169]
classified-disclaimer: ଆପଣଙ୍କ ପାଇଁ ଶୁଭଙ୍କର ସୂଚନା: ବିଜ୍ଞାପନଦାତାଙ୍କ ଦ୍ୱାରା ପ୍ରଦତ୍ତ ତଥ୍ୟ ପାଇଁ ଧରିତ୍ରୀ ଦାୟୀ ନୁହେଁ। ବିଜ୍ଞାପନ ସମ୍ପର୍କିତ ଯେକୌଣସି ଆର୍ଥିକ କାରବାର ପୂର୍ବରୁ ପାଠକ ନିଜେ ସମସ୍ତ ତଥ୍ୟ ଯାଞ୍ଚ କରିନିଅନ୍ତୁ। [6, 2192, 186, 2302]
weather-row [712, 2101, 904, 2118]
weather-row [712, 1980, 904, 1997]
memorial-code: ଜ-୪୬୪୫ [532, 2307, 561, 2316]
rashi-item [1130, 1192, 1500, 1350]
health-ad: Sonali ayurvedic club smart lady by massage income best facility. Contact: 9973747265, 9955190593, 9631368840, 7292853719. D-4100 [192, 603, 376, 693]
zodiac-icon: ♌ [1144, 906, 1214, 968]
rashi-item [1130, 544, 1500, 702]
dateline-bar [0, 72, 1260, 96]
affidavit-heading: AFFIDAVIT [192, 860, 376, 886]
weather-max: ୩୪.୭ [775, 1912, 837, 1929]
satellite-image [574, 1362, 904, 1734]
weather-city: ସମ୍ବଲପୁର [712, 1998, 775, 2015]
memorial-text: ଜନ୍ମ: ୨୫.୧୦.୧୯୫୨ ସ୍ୱର୍ଗାରୋହଣ: ୧୦.୦୨.୨୦୧୭ ମାଆ ତୁମେ ଆମ ସାଥିରେ ନାହଁ ବୋଲି ବିଶ୍ୱାସ ହେଉନି। ତୁମର ସ୍ନେହ ଓ ଆଦର୍ଶ ଆମକୁ ସବୁଦିନ ପ୍ରେରଣା ଦେବ। ଶୋକସନ୍ତପ୍ତ: ପୁତ୍ର ପରିବାରବର୍ଗ [391, 2052, 561, 2121]
weather-max: ୩୪.୬ [775, 2101, 837, 2118]
weather-max: ୩୨.୨ [775, 2015, 837, 2032]
weather-city: ଭୁବନେଶ୍ୱର [712, 1826, 775, 1843]
color-registration-marks [250, 2316, 1250, 2330]
rashi-item [1130, 1030, 1500, 1188]
sale-ad: ଭୁବନେଶ୍ୱର Xavier University sqft. 99/-, ହଂସପାଳ ଏକାଭାରେ 550/- (sc plot). 9090057248. D-60471 [6, 781, 186, 839]
weather-row [712, 1912, 904, 1929]
weather-col-header: ସର୍ବନିମ୍ନ ତାପମାତ୍ରା [837, 1798, 904, 1826]
footer-page-number: 9 [1480, 2315, 1488, 2329]
sale-ad: ଭୁବନେଶ୍ୱର ଓ ପୁରୀରେ ରେସିଡେନ୍ସିଆଲ ଓ କମର୍ସିଆଲ ପ୍ଲଟ, ଘର, ଫ୍ଲାଟ କିଣିବା ଓ ବିକ୍ରି କରିବା ପାଇଁ ଯୋଗାଯୋଗ କରନ୍ତୁ। 9114238434, 8917452354. D-4317 [6, 1304, 186, 1395]
weather-max: ୩୦.୫ [775, 1826, 837, 1843]
rashi-name: ସିଂହ [1140, 872, 1230, 898]
weather-city: ଭବାନୀପାଟଣା [712, 2032, 775, 2049]
memorial-name: ସ୍ୱର୍ଗତା ବିନୋଦିନୀ ତ୍ରିପାଠୀ [407, 2028, 545, 2043]
weather-max: ୩୨.୮ [775, 2118, 837, 2135]
rashi-prediction: ସାମାଜିକ ସ୍ୱାର୍ଥ ଭଲ ନ ରହିବା କାରଣରୁ କେତେକ କାମ ଅଟକି ରହିପାରେ। ବ୍ୟବସାୟ କ୍ଷେତ୍ରରୁ ଆନନ୍ଦ ମିଳିବ। ଦୂର ଯାତ୍ରା ସମ୍ଭାବନା ରହିଛି। ନକ୍ଷତ୍ର ଅନୁକୂଳ ରହିବ। [1240, 873, 1492, 922]
first-birthday-title: ଜନ୍ମଦିନ ଶୁଭେଚ୍ଛା [383, 711, 567, 733]
zodiac-icon: ♉ [1144, 420, 1214, 482]
gupta-headline: ଉଚ୍ଛେଦ ହେବ ଗୁପ୍ତ... [574, 528, 784, 555]
